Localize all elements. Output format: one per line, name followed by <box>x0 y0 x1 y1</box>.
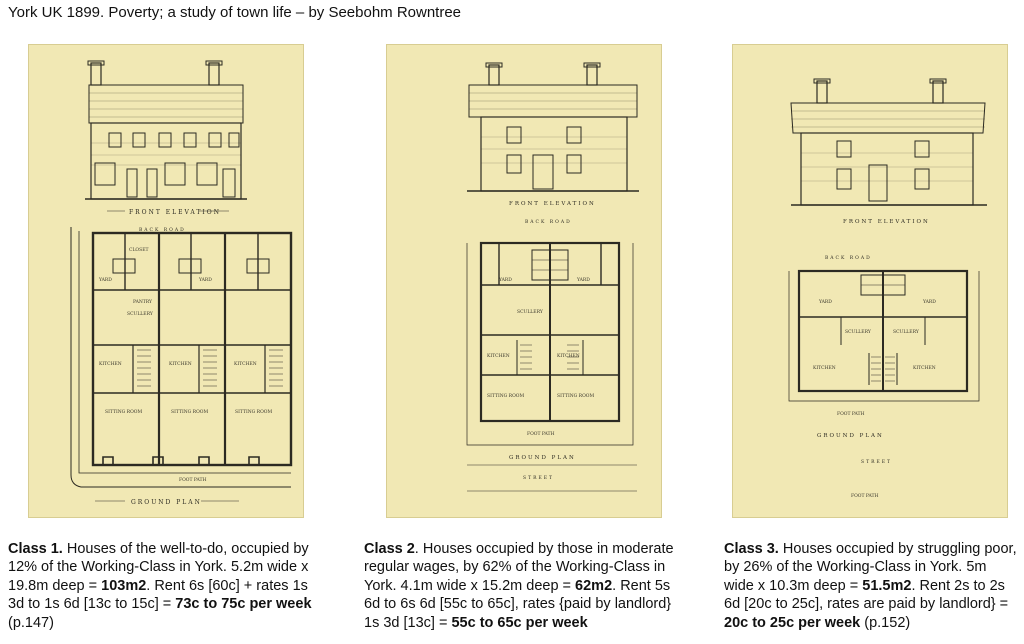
ground-plan-label: GROUND PLAN <box>817 433 884 439</box>
caption-text: Houses of the well-to-do, occupied by 12% of the Working-Class in York. 5.2m wide x 19.8m deep = <box>8 541 309 594</box>
caption-class-3 <box>724 540 1020 632</box>
front-elevation-label: FRONT ELEVATION <box>129 209 221 216</box>
back-road-label: BACK ROAD <box>525 220 572 225</box>
front-elevation-drawing <box>791 79 987 205</box>
ground-plan-label: GROUND PLAN <box>509 455 576 461</box>
page-reference: (p.152) <box>860 614 911 631</box>
plate-class-2 <box>386 44 662 518</box>
room-kitchen-2: KITCHEN <box>169 362 192 367</box>
room-kitchen-3: KITCHEN <box>234 362 257 367</box>
room-yard-2: YARD <box>199 278 212 283</box>
page-title: York UK 1899. Poverty; a study of town life – by Seebohm Rowntree <box>8 4 462 21</box>
page-reference: (p.147) <box>8 614 54 631</box>
street-label: STREET <box>523 476 555 481</box>
back-road-label: BACK ROAD <box>139 228 186 233</box>
ground-plan-label: GROUND PLAN <box>131 499 202 506</box>
class-2-drawing <box>387 45 661 517</box>
room-scullery-2: SCULLERY <box>893 330 919 335</box>
ground-plan-drawing <box>71 227 303 487</box>
class-3-drawing <box>733 45 1007 517</box>
room-yard: YARD <box>819 300 832 305</box>
weekly-cost: 20c to 25c per week <box>724 614 861 631</box>
ground-plan-drawing <box>789 271 979 401</box>
room-kitchen: KITCHEN <box>487 354 510 359</box>
plate-class-3 <box>732 44 1008 518</box>
front-elevation-label: FRONT ELEVATION <box>509 201 596 207</box>
room-kitchen-2: KITCHEN <box>557 354 580 359</box>
weekly-cost: 73c to 75c per week <box>175 596 312 613</box>
front-elevation-drawing <box>467 63 639 191</box>
weekly-cost: 55c to 65c per week <box>451 614 588 631</box>
area-value: 103m2 <box>101 577 147 594</box>
caption-text: . Rent 5s 6d to 6s 6d [55c to 65c], rates {paid by landlord} 1s 3d [13c] = <box>364 577 672 631</box>
room-yard: YARD <box>99 278 112 283</box>
room-sitting: SITTING ROOM <box>487 394 525 399</box>
room-yard-2: YARD <box>923 300 936 305</box>
caption-text: Houses occupied by struggling poor, by 26% of the Working-Class in York. 5m wide x 10.3m deep = <box>724 541 1017 594</box>
class-label: Class 3. <box>724 541 779 557</box>
front-elevation-label: FRONT ELEVATION <box>843 219 930 225</box>
class-label: Class 2 <box>364 541 415 557</box>
room-sitting-2: SITTING ROOM <box>557 394 595 399</box>
room-sitting-3: SITTING ROOM <box>235 410 273 415</box>
room-closet: CLOSET <box>129 248 149 253</box>
caption-class-1 <box>8 540 326 632</box>
room-scullery: SCULLERY <box>127 312 153 317</box>
caption-text: . Houses occupied by those in moderate regular wages, by 62% of the Working-Class in York. 4.1m wide x 15.2m deep = <box>364 541 674 594</box>
room-kitchen: KITCHEN <box>99 362 122 367</box>
caption-class-2 <box>364 540 690 632</box>
area-value: 62m2 <box>575 577 613 594</box>
class-label: Class 1. <box>8 541 63 557</box>
area-value: 51.5m2 <box>862 577 912 594</box>
room-sitting: SITTING ROOM <box>105 410 143 415</box>
class-1-drawing <box>29 45 303 517</box>
back-road-label: BACK ROAD <box>825 256 872 261</box>
room-yard-2: YARD <box>577 278 590 283</box>
room-kitchen: KITCHEN <box>813 366 836 371</box>
room-scullery: SCULLERY <box>517 310 543 315</box>
foot-label: FOOT PATH <box>851 494 879 499</box>
room-kitchen-2: KITCHEN <box>913 366 936 371</box>
foot-path-label: FOOT PATH <box>179 478 207 483</box>
room-yard: YARD <box>499 278 512 283</box>
room-pantry: PANTRY <box>133 300 153 305</box>
room-sitting-2: SITTING ROOM <box>171 410 209 415</box>
caption-text: . Rent 6s [60c] + rates 1s 3d to 1s 6d [13c to 15c] = <box>8 577 308 613</box>
foot-path-label: FOOT PATH <box>837 412 865 417</box>
front-elevation-drawing <box>85 61 247 199</box>
street-label: STREET <box>861 460 893 465</box>
foot-path-label: FOOT PATH <box>527 432 555 437</box>
plate-class-1 <box>28 44 304 518</box>
caption-text: . Rent 2s to 2s 6d [20c to 25c], rates are paid by landlord} = <box>724 577 1009 613</box>
room-scullery: SCULLERY <box>845 330 871 335</box>
ground-plan-drawing <box>467 243 633 445</box>
